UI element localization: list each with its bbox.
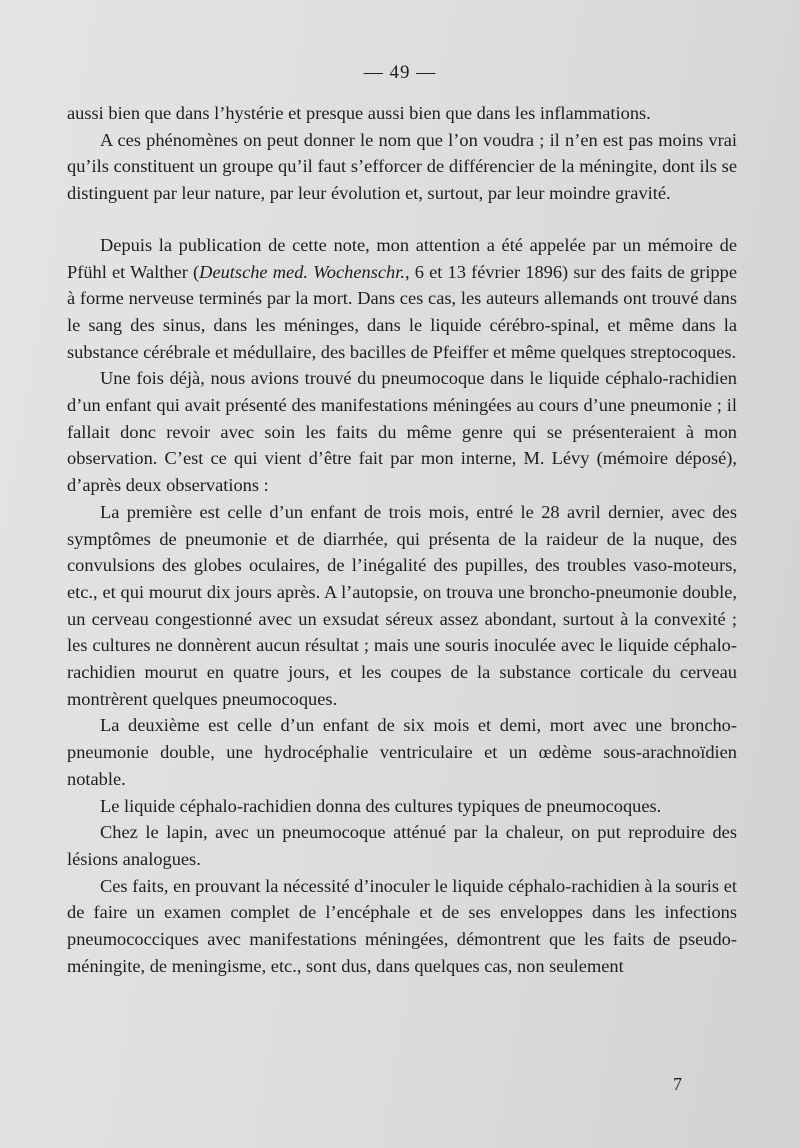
paragraph-text: , 6 et 13 février 1896) sur des faits de grippe à forme nerveuse terminés par la mort. Dans ces cas, les auteurs allemands ont trouvé dans le sang des sinus, dans les méninges, dans le liquide cérébro-spinal, et même dans la substance cérébrale et médullaire, des bacilles de Pfeiffer et même quelques streptocoques.	[67, 261, 737, 362]
paragraph: Une fois déjà, nous avions trouvé du pneumocoque dans le liquide céphalo-rachidien d’un enfant qui avait présenté des manifestations méningées au cours d’une pneumonie ; il fallait donc revoir avec soin les faits du même genre qui se présenteraient à mon observation. C’est ce qui vient d’être fait par mon interne, M. Lévy (mémoire déposé), d’après deux observations :	[67, 368, 737, 496]
signature-mark: 7	[673, 1074, 682, 1094]
paragraph-depuis	[67, 232, 737, 366]
paragraph: Le liquide céphalo-rachidien donna des cultures typiques de pneumocoques.	[100, 795, 662, 816]
paragraph: Chez le lapin, avec un pneumocoque atténué par la chaleur, on put reproduire des lésions analogues.	[67, 822, 737, 869]
paragraph-first-observation: La première est celle d’un enfant de trois mois, entré le 28 avril dernier, avec des symptômes de pneumonie et de diarrhée, qui présenta de la raideur de la nuque, des convulsions des globes oculaires, de l’inégalité des pupilles, des troubles vaso-moteurs, etc., et qui mourut dix jours après. A l’autopsie, on trouva une broncho-pneumonie double, un cerveau congestionné avec un exsudat séreux assez abondant, surtout à la convexité ; les cultures ne donnèrent aucun résultat ; mais une souris inoculée avec le liquide céphalo-rachidien mourut en quatre jours, et les coupes de la substance corticale du cerveau montrèrent quelques pneumocoques.	[67, 501, 737, 709]
page-number: — 49 —	[363, 62, 437, 83]
paragraph: Ces faits, en prouvant la nécessité d’inoculer le liquide céphalo-rachidien à la souris et de faire un examen complet de l’encéphale et de ses enveloppes dans les infections pneumococciques avec manifestations méningées, démontrent que les faits de pseudo-méningite, de meningisme, etc., sont dus, dans quelques cas, non seulement	[67, 875, 737, 976]
journal-title: Deutsche med. Wochenschr.	[199, 261, 405, 282]
paragraph-second-observation: La deuxième est celle d’un enfant de six mois et demi, mort avec une broncho-pneumonie double, une hydrocéphalie ventriculaire et un œdème sous-arachnoïdien notable.	[67, 715, 737, 789]
body-text	[67, 100, 737, 980]
paragraph-continuation: aussi bien que dans l’hystérie et presque aussi bien que dans les inflammations.	[67, 103, 651, 123]
paragraph: A ces phénomènes on peut donner le nom que l’on voudra ; il n’en est pas moins vrai qu’ils constituent un groupe qu’il faut s’efforcer de différencier de la méningite, dont ils se distinguent par leur nature, par leur évolution et, surtout, par leur moindre gravité.	[67, 129, 737, 204]
paragraph-text: Depuis la publication de cette note, mon attention a été appelée par un mémoire de Pfühl et Walther (	[67, 234, 737, 282]
